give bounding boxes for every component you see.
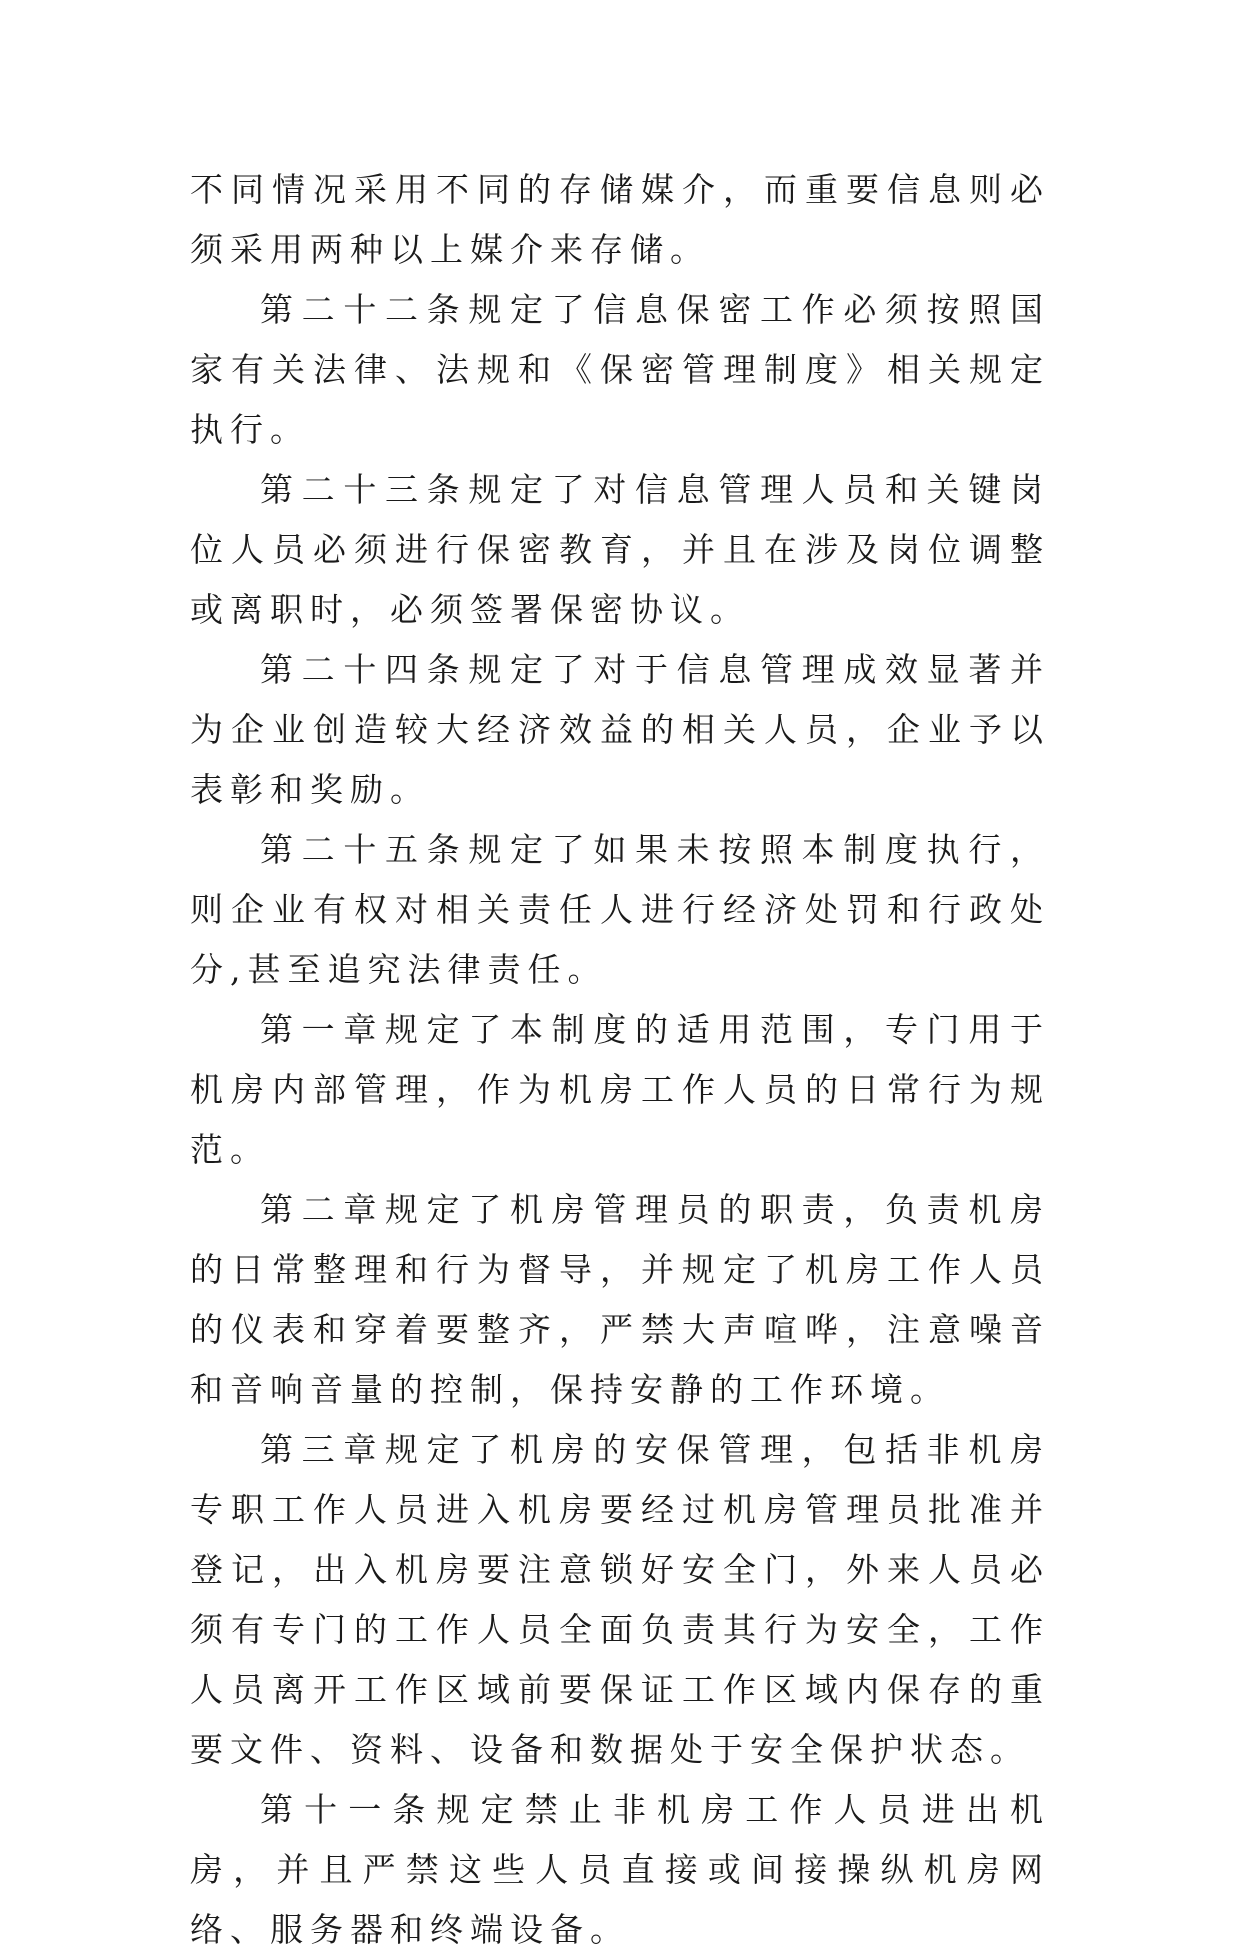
paragraph-chapter-3: 第三章规定了机房的安保管理，包括非机房专职工作人员进入机房要经过机房管理员批准并登记，出入机房要注意锁好安全门，外来人员必须有专门的工作人员全面负责其行为安全，工作人员离开工作区域前要保证工作区域内保存的重要文件、资料、设备和数据处于安全保护状态。	[190, 1430, 1050, 1769]
paragraph-article-25: 第二十五条规定了如果未按照本制度执行，则企业有权对相关责任人进行经济处罚和行政处分,甚至追究法律责任。	[190, 830, 1050, 989]
paragraph-chapter-2: 第二章规定了机房管理员的职责，负责机房的日常整理和行为督导，并规定了机房工作人员的仪表和穿着要整齐，严禁大声喧哗，注意噪音和音响音量的控制，保持安静的工作环境。	[190, 1190, 1050, 1409]
paragraph-article-23: 第二十三条规定了对信息管理人员和关键岗位人员必须进行保密教育，并且在涉及岗位调整或离职时，必须签署保密协议。	[190, 470, 1050, 629]
paragraph-article-22: 第二十二条规定了信息保密工作必须按照国家有关法律、法规和《保密管理制度》相关规定执行。	[190, 290, 1050, 449]
paragraph-chapter-1: 第一章规定了本制度的适用范围，专门用于机房内部管理，作为机房工作人员的日常行为规范。	[190, 1010, 1050, 1169]
paragraph-continuation: 不同情况采用不同的存储媒介，而重要信息则必须采用两种以上媒介来存储。	[190, 170, 1050, 269]
paragraph-article-11: 第十一条规定禁止非机房工作人员进出机房，并且严禁这些人员直接或间接操纵机房网络、服务器和终端设备。	[190, 1790, 1050, 1949]
document-body	[190, 160, 1050, 1960]
paragraph-article-24: 第二十四条规定了对于信息管理成效显著并为企业创造较大经济效益的相关人员，企业予以表彰和奖励。	[190, 650, 1050, 809]
